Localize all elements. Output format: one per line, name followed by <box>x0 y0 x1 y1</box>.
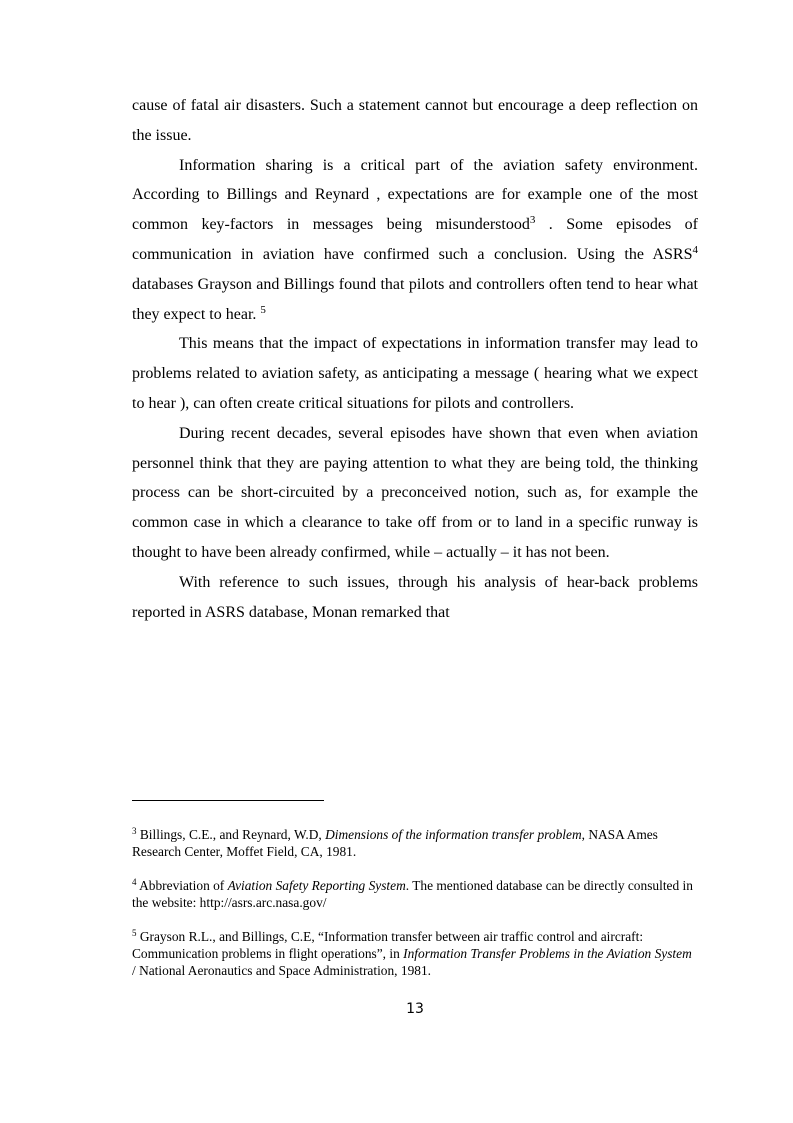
footnote-title: Dimensions of the information transfer problem <box>325 827 582 842</box>
footnote-text: Billings, C.E., and Reynard, W.D, <box>136 827 326 842</box>
footnote-text: , NASA Ames Research Center, Moffet Field, CA, 1981. <box>132 827 658 859</box>
paragraph-information-sharing <box>132 151 698 330</box>
body-text <box>132 91 698 627</box>
footnote-ref-3: 3 <box>529 214 536 227</box>
footnote-ref-5: 5 <box>260 303 266 316</box>
footnote-number: 3 <box>132 826 137 836</box>
paragraph-text: . Some episodes of communication in aviation have confirmed such a conclusion. Using the ASRS <box>132 216 699 263</box>
footnote-text: Grayson R.L., and Billings, C.E, “Information transfer between air traffic control and aircraft: Communication problems in flight operations”, in <box>132 929 644 961</box>
footnote-5 <box>132 928 698 979</box>
footnotes <box>132 826 698 996</box>
paragraph-recent-decades: During recent decades, several episodes have shown that even when aviation personnel think that they are paying attention to what they are being told, the thinking process can be short-circuited by a preconceived notion, such as, for example the common case in which a clearance to take off from or to land in a specific runway is thought to have been already confirmed, while – actually – it has not been. <box>132 424 698 561</box>
paragraph-monan: With reference to such issues, through his analysis of hear-back problems reported in ASRS database, Monan remarked that <box>132 573 698 621</box>
footnote-text: / National Aeronautics and Space Administration, 1981. <box>132 963 431 978</box>
footnote-title: Information Transfer Problems in the Aviation System <box>403 946 692 961</box>
paragraph-text: Information sharing is a critical part of the aviation safety environment. According to Billings and Reynard , expectations are for example one of the most common key-factors in messages being misunderstood <box>132 156 698 234</box>
footnote-text: . The mentioned database can be directly consulted in the website: http://asrs.arc.nasa.gov/ <box>132 878 693 910</box>
footnote-text: Abbreviation of <box>136 878 228 893</box>
footnote-number: 4 <box>132 877 137 887</box>
footnote-ref-4: 4 <box>692 243 698 256</box>
paragraph-expectations: This means that the impact of expectations in information transfer may lead to problems related to aviation safety, as anticipating a message ( hearing what we expect to hear ), can often create critical situations for pilots and controllers. <box>132 335 698 412</box>
paragraph-text: databases Grayson and Billings found that pilots and controllers often tend to hear what they expect to hear. <box>132 275 698 323</box>
page-number: 13 <box>406 1001 424 1017</box>
footnote-title: Aviation Safety Reporting System <box>227 878 406 893</box>
footnote-number: 5 <box>132 928 137 938</box>
footnote-4 <box>132 877 698 911</box>
paragraph-continuation: cause of fatal air disasters. Such a statement cannot but encourage a deep reflection on the issue. <box>132 97 698 144</box>
footnote-3 <box>132 826 698 860</box>
footnote-separator <box>132 800 324 801</box>
